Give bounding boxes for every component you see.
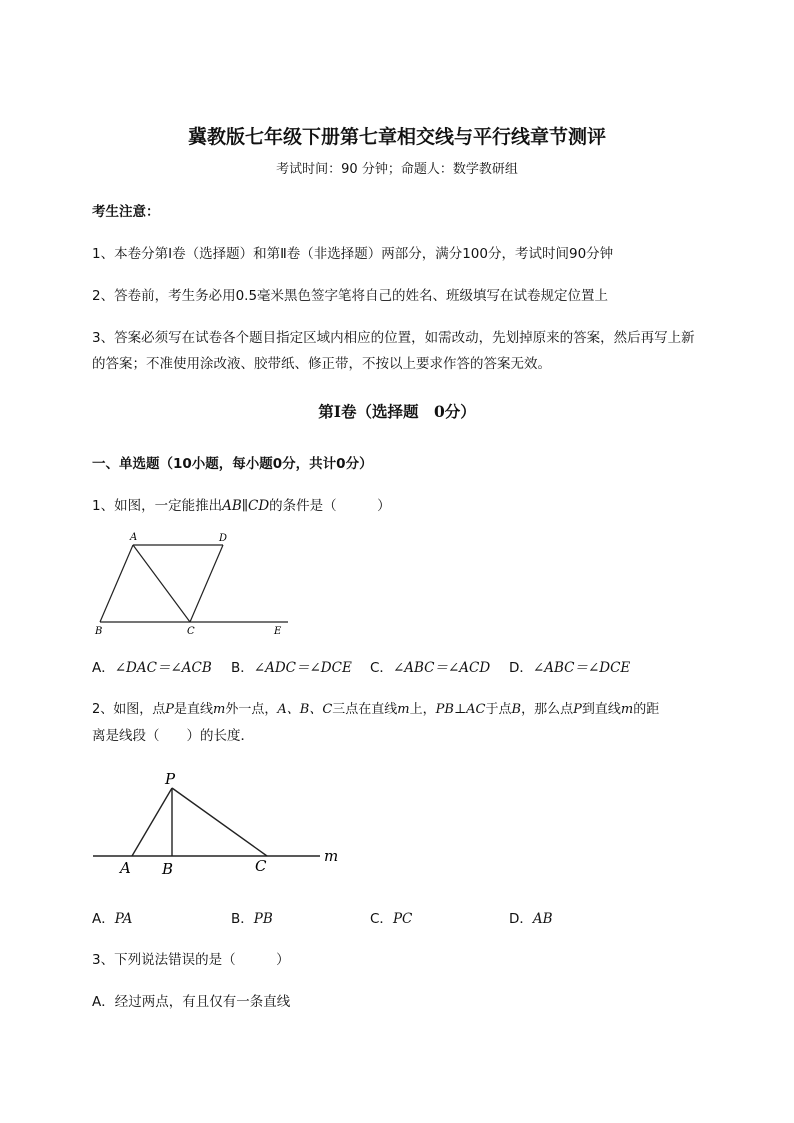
label-b: B (95, 626, 103, 637)
q1-prefix: 1、如图，一定能推出 (92, 498, 223, 514)
label-c: C (187, 626, 195, 637)
label-a: A (120, 859, 131, 877)
notice-heading: 考生注意： (92, 204, 160, 220)
q2-option-b[interactable]: B．PB (231, 911, 273, 927)
q1-option-c[interactable]: C．∠ABC＝∠ACD (370, 660, 491, 676)
page-title: 冀教版七年级下册第七章相交线与平行线章节测评 (187, 126, 606, 148)
question-2-stem-line-2: 离是线段（ ）的长度． (92, 728, 254, 744)
segment-ab (100, 545, 133, 622)
label-c: C (255, 857, 267, 875)
question-3-stem: 3、下列说法错误的是（ ） (92, 952, 290, 968)
q3-option-a[interactable]: A．经过两点，有且仅有一条直线 (92, 994, 291, 1010)
q2-option-c[interactable]: C．PC (370, 911, 413, 927)
segment-ac (133, 545, 190, 622)
question-1-figure (88, 528, 298, 640)
q1-option-a[interactable]: A．∠DAC＝∠ACB (92, 660, 212, 676)
label-b: B (162, 860, 174, 878)
segment-pc (172, 788, 267, 856)
segment-dc (190, 545, 223, 622)
q1-suffix: 的条件是（ ） (269, 498, 391, 514)
q2-option-a[interactable]: A．PA (92, 911, 133, 927)
q1-math: AB∥CD (222, 498, 270, 514)
notice-item-3-line-2: 的答案；不准使用涂改液、胶带纸、修正带，不按以上要求作答的答案无效。 (92, 356, 551, 372)
notice-item-2: 2、答卷前，考生务必用0.5毫米黑色签字笔将自己的姓名、班级填写在试卷规定位置上 (92, 288, 609, 304)
q2-option-d[interactable]: D．AB (509, 911, 553, 927)
part-heading: 一、单选题（10小题，每小题0分，共计0分） (92, 456, 373, 472)
label-m: m (324, 847, 339, 865)
notice-item-3-line-1: 3、答案必须写在试卷各个题目指定区域内相应的位置，如需改动，先划掉原来的答案，然后再写上新 (92, 330, 695, 346)
question-2-stem-line-1: 2、如图，点P是直线m外一点，A、B、C三点在直线m上，PB⊥AC于点B，那么点P到直线m的距 (92, 702, 660, 717)
segment-pa (132, 788, 172, 856)
exam-subtitle: 考试时间：90 分钟；命题人：数学教研组 (276, 162, 518, 177)
q1-option-d[interactable]: D．∠ABC＝∠DCE (509, 660, 631, 676)
label-a: A (130, 532, 138, 543)
label-d: D (219, 533, 228, 544)
section-title: 第Ⅰ卷（选择题 0分） (318, 402, 476, 421)
q1-option-b[interactable]: B．∠ADC＝∠DCE (231, 660, 352, 676)
question-2-figure (88, 764, 358, 880)
label-e: E (274, 626, 282, 637)
question-1-stem (92, 494, 391, 514)
notice-item-1: 1、本卷分第Ⅰ卷（选择题）和第Ⅱ卷（非选择题）两部分，满分100分，考试时间90分钟 (92, 246, 614, 262)
label-p: P (165, 770, 176, 788)
